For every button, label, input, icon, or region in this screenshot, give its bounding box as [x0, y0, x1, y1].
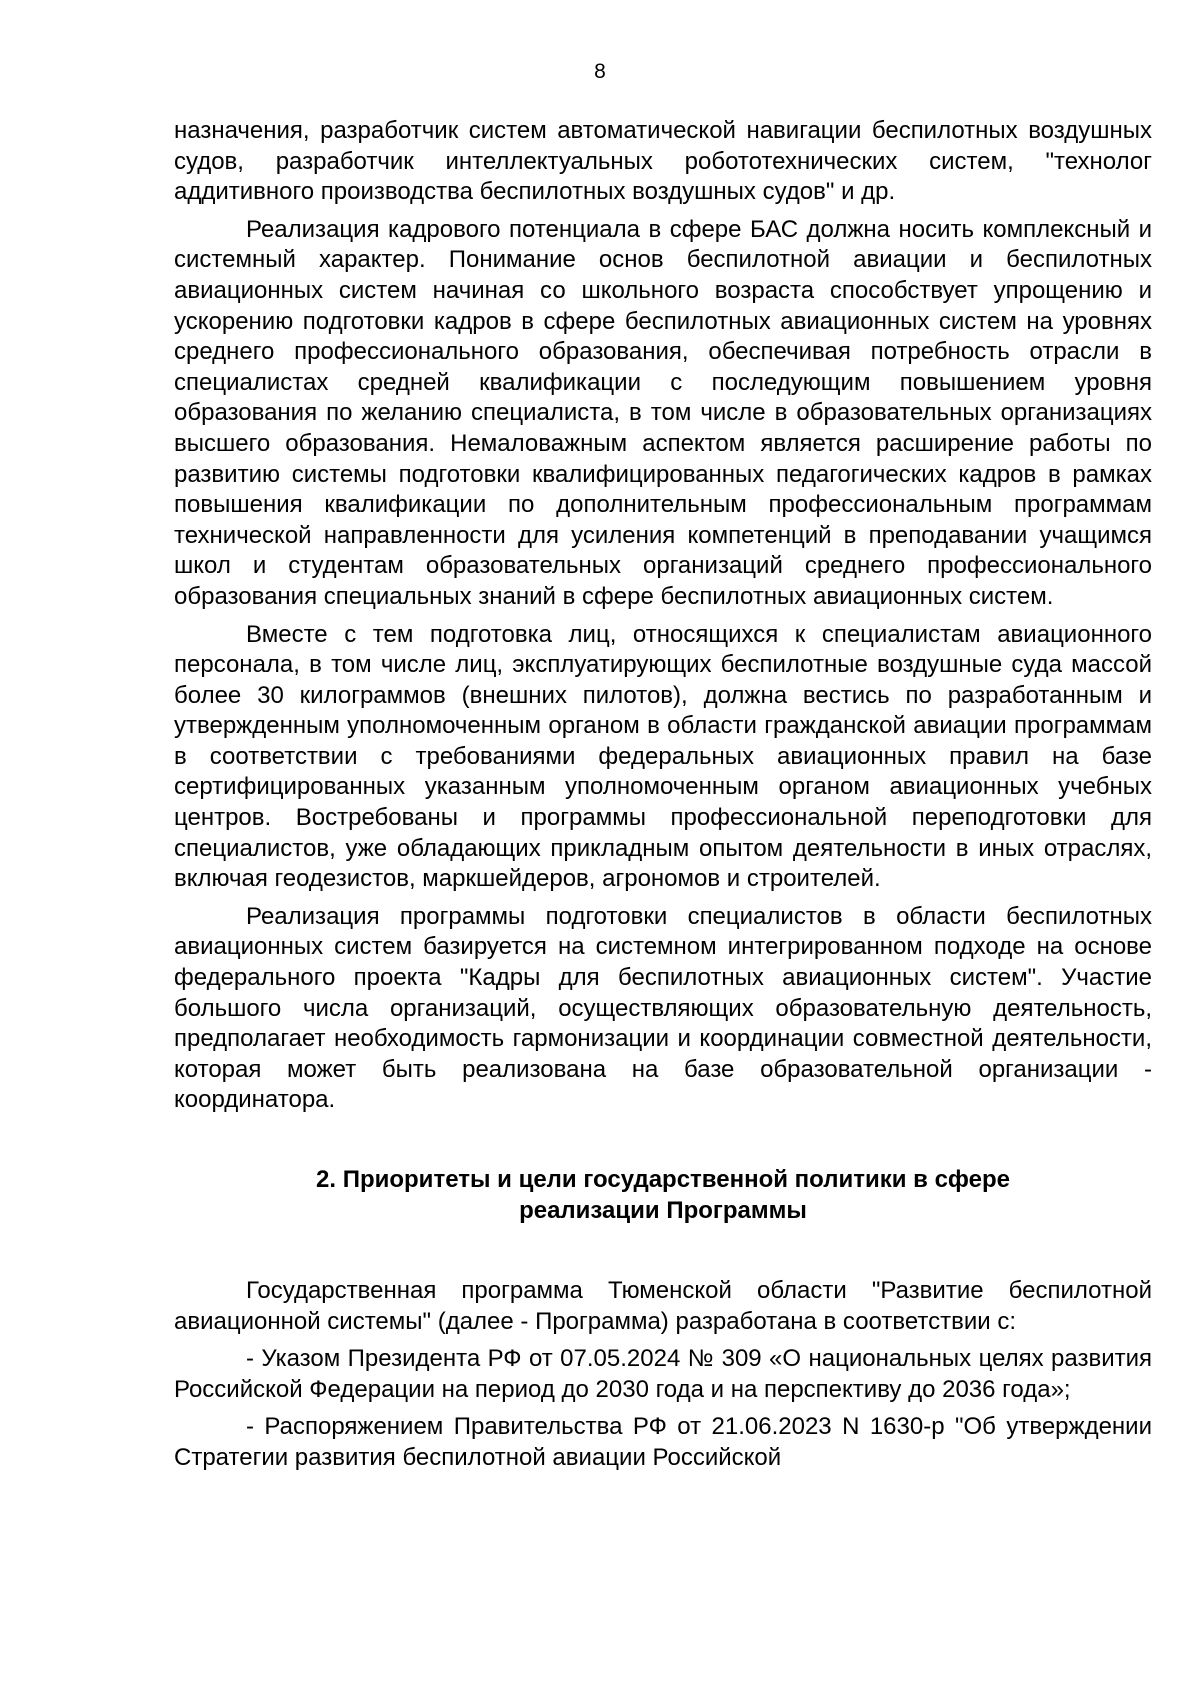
list-item-government-order: - Распоряжением Правительства РФ от 21.06.2023 N 1630-р "Об утверждении Стратегии развития беспилотной авиации Российской: [174, 1413, 1152, 1471]
document-body: [174, 116, 1152, 1481]
paragraph-continuation: назначения, разработчик систем автоматической навигации беспилотных воздушных судов, разработчик интеллектуальных робототехнических систем, "технолог аддитивного производства беспилотных воздушных судов" и др.: [174, 117, 1152, 206]
list-item-presidential-decree: - Указом Президента РФ от 07.05.2024 № 309 «О национальных целях развития Российской Федерации на период до 2030 года и на перспективу до 2036 года»;: [174, 1345, 1152, 1403]
section-heading-line-2: реализации Программы: [519, 1197, 807, 1224]
paragraph-aviation-personnel: Вместе с тем подготовка лиц, относящихся к специалистам авиационного персонала, в том числе лиц, эксплуатирующих беспилотные воздушные суда массой более 30 килограммов (внешних пилотов), должна вестись по разработанным и утвержденным уполномоченным органом в области гражданской авиации программам в соответствии с требованиями федеральных авиационных правил на базе сертифицированных указанным уполномоченным органом авиационных учебных центров. Востребованы и программы профессиональной переподготовки для специалистов, уже обладающих прикладным опытом деятельности в иных отраслях, включая геодезистов, маркшейдеров, агрономов и строителей.: [174, 620, 1152, 893]
section-heading: [174, 1164, 1152, 1226]
paragraph-training-program: Реализация программы подготовки специалистов в области беспилотных авиационных систем базируется на системном интегрированном подходе на основе федерального проекта "Кадры для беспилотных авиационных систем". Участие большого числа организаций, осуществляющих образовательную деятельность, предполагает необходимость гармонизации и координации совместной деятельности, которая может быть реализована на базе образовательной организации - координатора.: [174, 902, 1152, 1114]
paragraph-program-basis: Государственная программа Тюменской области "Развитие беспилотной авиационной системы" (далее - Программа) разработана в соответствии с:: [174, 1277, 1152, 1335]
paragraph-personnel-potential: Реализация кадрового потенциала в сфере БАС должна носить комплексный и системный характер. Понимание основ беспилотной авиации и беспилотных авиационных систем начиная со школьного возраста способствует упрощению и ускорению подготовки кадров в сфере беспилотных авиационных систем на уровнях среднего профессионального образования, обеспечивая потребность отрасли в специалистах средней квалификации с последующим повышением уровня образования по желанию специалиста, в том числе в образовательных организациях высшего образования. Немаловажным аспектом является расширение работы по развитию системы подготовки квалифицированных педагогических кадров в рамках повышения квалификации по дополнительным профессиональным программам технической направленности для усиления компетенций в преподавании учащимся школ и студентам образовательных организаций среднего профессионального образования специальных знаний в сфере беспилотных авиационных систем.: [174, 215, 1152, 610]
section-heading-line-1: 2. Приоритеты и цели государственной политики в сфере: [316, 1166, 1010, 1193]
page-number: 8: [594, 60, 606, 83]
